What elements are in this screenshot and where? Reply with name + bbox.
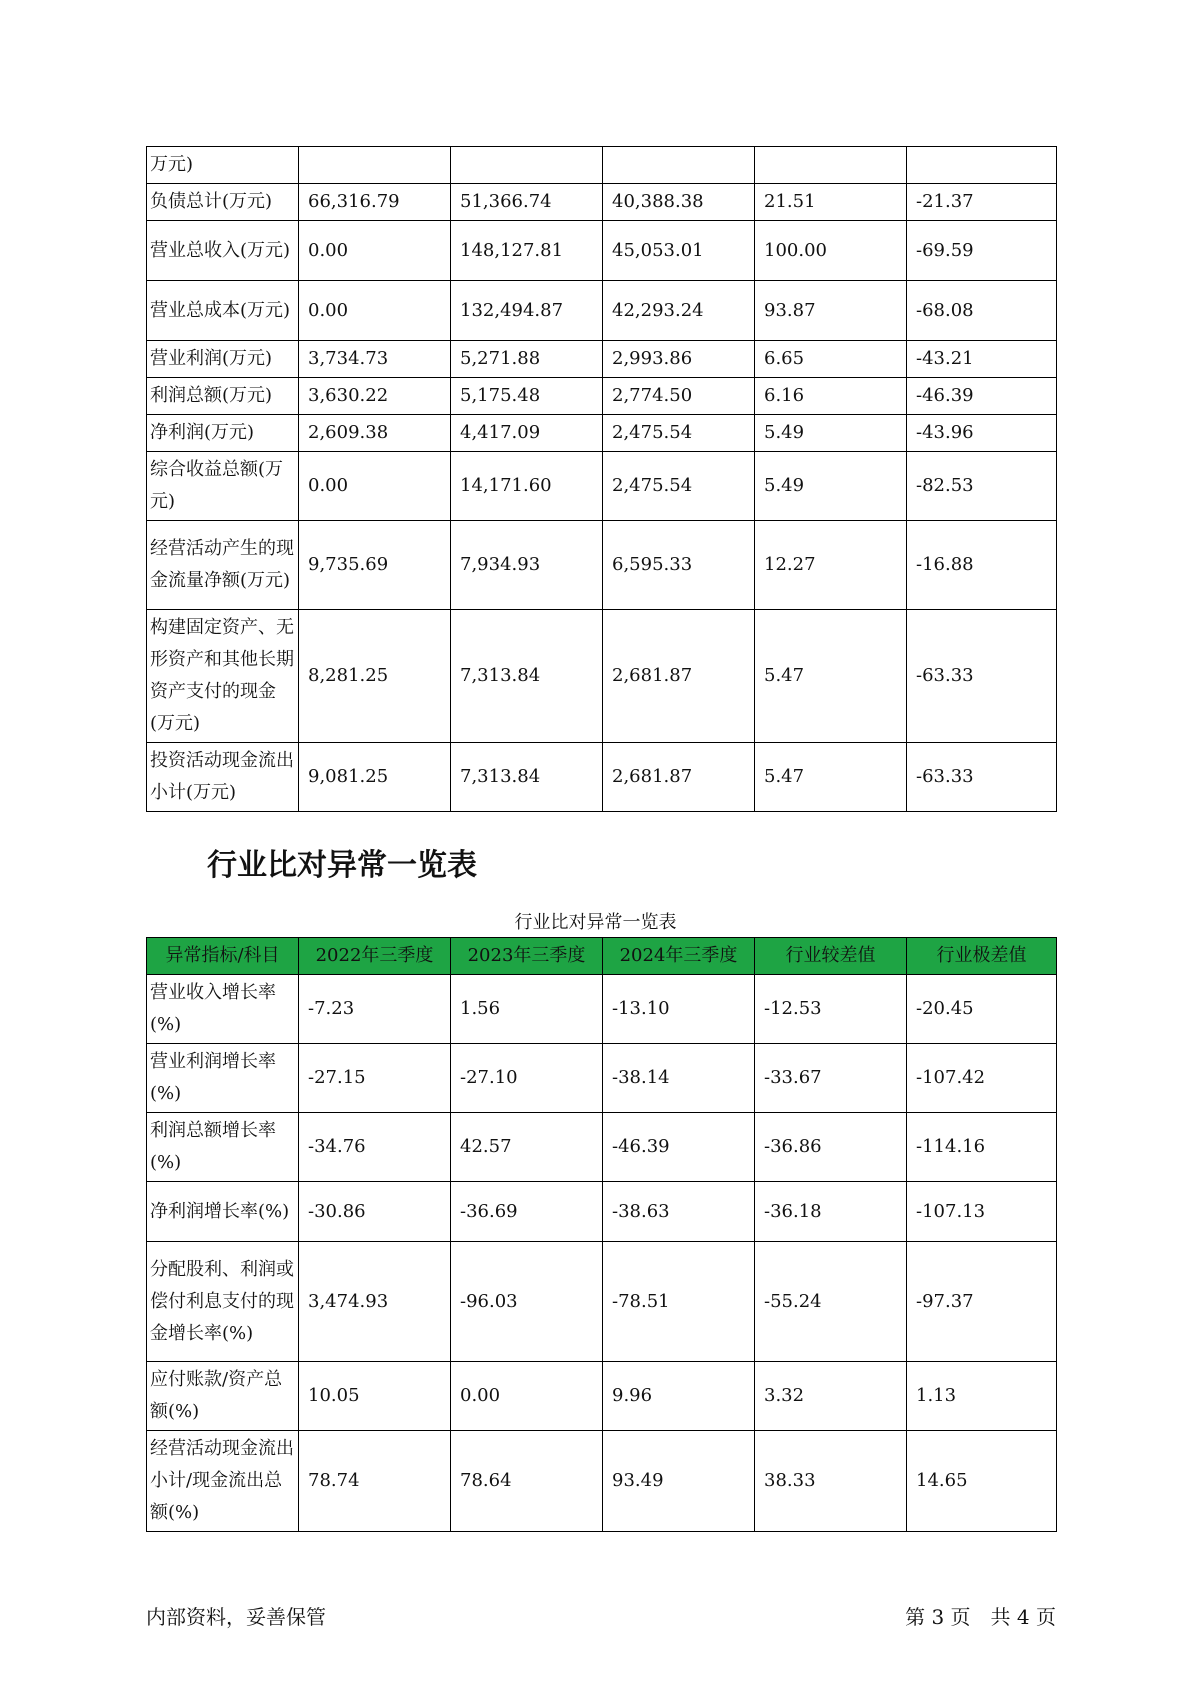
table-cell: 66,316.79: [299, 184, 451, 221]
table-cell: -107.42: [907, 1044, 1057, 1113]
table-row: [147, 341, 1057, 378]
table-cell: 2,993.86: [603, 341, 755, 378]
table-cell: 1.13: [907, 1362, 1057, 1431]
table-cell: -13.10: [603, 975, 755, 1044]
page-mid: 页 共: [950, 1605, 1011, 1629]
table-cell: 2,681.87: [603, 743, 755, 812]
table-cell: -68.08: [907, 281, 1057, 341]
table-cell: 3.32: [755, 1362, 907, 1431]
table-cell: [299, 147, 451, 184]
row-label: 净利润增长率(%): [147, 1182, 299, 1242]
table-cell: 5,175.48: [451, 378, 603, 415]
table-cell: -107.13: [907, 1182, 1057, 1242]
table-cell: -69.59: [907, 221, 1057, 281]
table-cell: 5,271.88: [451, 341, 603, 378]
table-cell: 7,934.93: [451, 521, 603, 610]
row-label: 营业总收入(万元): [147, 221, 299, 281]
table-cell: 2,681.87: [603, 610, 755, 743]
table-cell: -36.69: [451, 1182, 603, 1242]
table-cell: 2,475.54: [603, 415, 755, 452]
table-cell: 93.49: [603, 1431, 755, 1532]
page-suffix: 页: [1036, 1605, 1056, 1629]
table-cell: -63.33: [907, 610, 1057, 743]
table-row: [147, 1431, 1057, 1532]
table-cell: [451, 147, 603, 184]
section-heading: 行业比对异常一览表: [207, 848, 477, 883]
table-row: [147, 221, 1057, 281]
table-cell: -34.76: [299, 1113, 451, 1182]
table-cell: 7,313.84: [451, 743, 603, 812]
table-cell: -46.39: [603, 1113, 755, 1182]
table-cell: [755, 147, 907, 184]
table-cell: 6,595.33: [603, 521, 755, 610]
table-cell: -38.63: [603, 1182, 755, 1242]
header-cell: 2022年三季度: [299, 938, 451, 975]
table-cell: -27.10: [451, 1044, 603, 1113]
table-cell: -38.14: [603, 1044, 755, 1113]
page-indicator: [905, 1601, 1056, 1630]
table-row: [147, 452, 1057, 521]
table-cell: -21.37: [907, 184, 1057, 221]
table-cell: 78.74: [299, 1431, 451, 1532]
header-cell: 2024年三季度: [603, 938, 755, 975]
table-cell: 5.47: [755, 610, 907, 743]
row-label: 综合收益总额(万元): [147, 452, 299, 521]
table-row: [147, 1242, 1057, 1362]
table-cell: [603, 147, 755, 184]
table-cell: 5.47: [755, 743, 907, 812]
table-cell: 9,081.25: [299, 743, 451, 812]
table-cell: 2,609.38: [299, 415, 451, 452]
table-cell: 42,293.24: [603, 281, 755, 341]
table-cell: 38.33: [755, 1431, 907, 1532]
table-cell: -20.45: [907, 975, 1057, 1044]
row-label: 营业利润(万元): [147, 341, 299, 378]
table-cell: 100.00: [755, 221, 907, 281]
table-cell: 7,313.84: [451, 610, 603, 743]
table-cell: 3,734.73: [299, 341, 451, 378]
page-total: 4: [1016, 1605, 1030, 1629]
table-cell: 21.51: [755, 184, 907, 221]
table-cell: 5.49: [755, 415, 907, 452]
financial-data-table-body: [147, 147, 1057, 812]
table-cell: -16.88: [907, 521, 1057, 610]
table-cell: 3,630.22: [299, 378, 451, 415]
table-cell: 6.16: [755, 378, 907, 415]
table-row: [147, 1362, 1057, 1431]
table-row: [147, 1182, 1057, 1242]
table-cell: -55.24: [755, 1242, 907, 1362]
header-cell: 2023年三季度: [451, 938, 603, 975]
table-row: [147, 1044, 1057, 1113]
table-cell: 12.27: [755, 521, 907, 610]
industry-anomaly-table-body: [147, 975, 1057, 1532]
table-cell: 93.87: [755, 281, 907, 341]
row-label: 经营活动现金流出小计/现金流出总额(%): [147, 1431, 299, 1532]
row-label: 营业收入增长率(%): [147, 975, 299, 1044]
table-cell: -36.86: [755, 1113, 907, 1182]
table-cell: -7.23: [299, 975, 451, 1044]
table-row: [147, 184, 1057, 221]
table-cell: 0.00: [451, 1362, 603, 1431]
table-cell: 14.65: [907, 1431, 1057, 1532]
table-cell: 4,417.09: [451, 415, 603, 452]
confidential-note: 内部资料，妥善保管: [146, 1605, 326, 1629]
table-cell: 10.05: [299, 1362, 451, 1431]
row-label: 经营活动产生的现金流量净额(万元): [147, 521, 299, 610]
page-current: 3: [931, 1605, 945, 1629]
row-label: 投资活动现金流出小计(万元): [147, 743, 299, 812]
table-cell: 14,171.60: [451, 452, 603, 521]
table-cell: 9,735.69: [299, 521, 451, 610]
row-label: 应付账款/资产总额(%): [147, 1362, 299, 1431]
row-label: 构建固定资产、无形资产和其他长期资产支付的现金(万元): [147, 610, 299, 743]
table-caption: 行业比对异常一览表: [514, 912, 677, 933]
row-label: 万元): [147, 147, 299, 184]
table-cell: 42.57: [451, 1113, 603, 1182]
table-cell: 40,388.38: [603, 184, 755, 221]
table-cell: -27.15: [299, 1044, 451, 1113]
table-header-row: [147, 938, 1057, 975]
table-row: [147, 1113, 1057, 1182]
page-prefix: 第: [905, 1605, 926, 1629]
row-label: 分配股利、利润或偿付利息支付的现金增长率(%): [147, 1242, 299, 1362]
table-cell: 0.00: [299, 281, 451, 341]
row-label: 营业总成本(万元): [147, 281, 299, 341]
table-cell: [907, 147, 1057, 184]
table-cell: -12.53: [755, 975, 907, 1044]
table-cell: -82.53: [907, 452, 1057, 521]
table-cell: 8,281.25: [299, 610, 451, 743]
header-cell: 行业较差值: [755, 938, 907, 975]
table-cell: -78.51: [603, 1242, 755, 1362]
table-cell: 0.00: [299, 452, 451, 521]
table-cell: -114.16: [907, 1113, 1057, 1182]
table-cell: -97.37: [907, 1242, 1057, 1362]
header-cell: 异常指标/科目: [147, 938, 299, 975]
row-label: 利润总额(万元): [147, 378, 299, 415]
table-row: [147, 147, 1057, 184]
table-cell: -33.67: [755, 1044, 907, 1113]
table-cell: 2,475.54: [603, 452, 755, 521]
table-row: [147, 610, 1057, 743]
table-cell: 1.56: [451, 975, 603, 1044]
table-cell: 2,774.50: [603, 378, 755, 415]
table-cell: 0.00: [299, 221, 451, 281]
table-cell: -36.18: [755, 1182, 907, 1242]
table-row: [147, 378, 1057, 415]
table-cell: 9.96: [603, 1362, 755, 1431]
header-cell: 行业极差值: [907, 938, 1057, 975]
table-cell: -30.86: [299, 1182, 451, 1242]
table-cell: -43.96: [907, 415, 1057, 452]
table-cell: 5.49: [755, 452, 907, 521]
table-row: [147, 975, 1057, 1044]
row-label: 负债总计(万元): [147, 184, 299, 221]
table-cell: 6.65: [755, 341, 907, 378]
row-label: 净利润(万元): [147, 415, 299, 452]
table-cell: -96.03: [451, 1242, 603, 1362]
table-cell: 51,366.74: [451, 184, 603, 221]
row-label: 营业利润增长率(%): [147, 1044, 299, 1113]
table-row: [147, 743, 1057, 812]
table-cell: -43.21: [907, 341, 1057, 378]
table-row: [147, 415, 1057, 452]
table-cell: 78.64: [451, 1431, 603, 1532]
table-cell: 3,474.93: [299, 1242, 451, 1362]
table-cell: 132,494.87: [451, 281, 603, 341]
table-cell: 45,053.01: [603, 221, 755, 281]
table-row: [147, 281, 1057, 341]
table-cell: -46.39: [907, 378, 1057, 415]
financial-data-table: [146, 146, 1057, 812]
table-row: [147, 521, 1057, 610]
table-cell: -63.33: [907, 743, 1057, 812]
table-cell: 148,127.81: [451, 221, 603, 281]
industry-anomaly-table: [146, 937, 1057, 1532]
row-label: 利润总额增长率(%): [147, 1113, 299, 1182]
